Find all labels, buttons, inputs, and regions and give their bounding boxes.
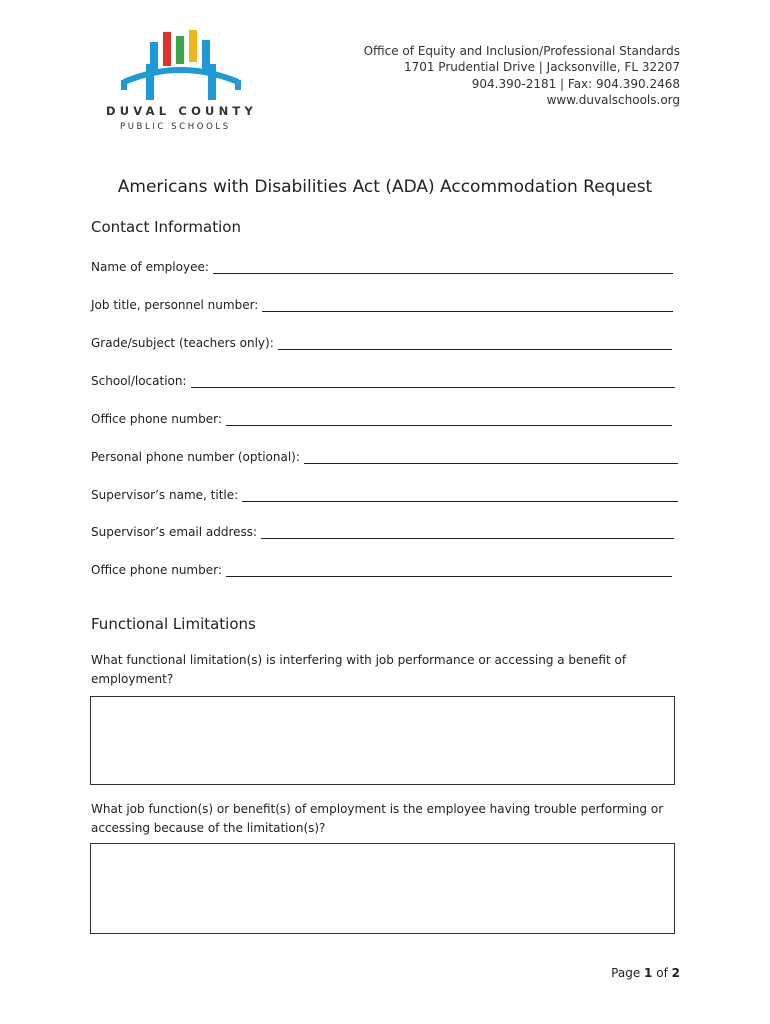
personal-phone-field[interactable] bbox=[91, 444, 678, 464]
field-label: Name of employee: bbox=[91, 260, 209, 274]
supervisor-name-input-line[interactable] bbox=[242, 486, 678, 502]
job-title-field[interactable] bbox=[91, 292, 673, 312]
supervisor-email-field[interactable] bbox=[91, 519, 674, 539]
logo-text-public-schools: PUBLIC SCHOOLS bbox=[120, 122, 231, 132]
logo-bar-green bbox=[176, 36, 184, 64]
employee-name-input-line[interactable] bbox=[213, 258, 673, 274]
field-label: Office phone number: bbox=[91, 412, 222, 426]
field-label: Personal phone number (optional): bbox=[91, 450, 300, 464]
logo-bar-red bbox=[163, 32, 171, 66]
logo-bridge-pillar-left bbox=[146, 64, 154, 100]
employee-name-field[interactable] bbox=[91, 254, 673, 274]
page-word: Page bbox=[611, 966, 641, 980]
office-phone-field[interactable] bbox=[91, 406, 672, 426]
field-label: Office phone number: bbox=[91, 563, 222, 577]
logo-bar-yellow bbox=[189, 30, 197, 62]
field-label: Supervisor’s email address: bbox=[91, 525, 258, 539]
grade-subject-input-line[interactable] bbox=[278, 334, 672, 350]
office-street: 1701 Prudential Drive | Jacksonville, FL 32207 bbox=[403, 60, 680, 75]
logo-bridge-base bbox=[124, 80, 238, 90]
job-function-question: What job function(s) or benefit(s) of employment is the employee having trouble performing or accessing because of the limitation(s)? bbox=[91, 802, 664, 835]
grade-subject-field[interactable] bbox=[91, 330, 672, 350]
page-total: 2 bbox=[671, 966, 680, 980]
field-label: Job title, personnel number: bbox=[91, 298, 259, 312]
job-title-input-line[interactable] bbox=[262, 296, 673, 312]
field-label: School/location: bbox=[91, 374, 187, 388]
of-word: of bbox=[656, 966, 668, 980]
functional-limitations-heading: Functional Limitations bbox=[91, 615, 256, 633]
office-website: www.duvalschools.org bbox=[546, 92, 680, 107]
office-phone-field-2[interactable] bbox=[91, 557, 672, 577]
office-phone-input-line[interactable] bbox=[226, 410, 672, 426]
limitation-question: What functional limitation(s) is interfering with job performance or accessing a benefit of employment? bbox=[91, 653, 627, 686]
logo-bridge-arc bbox=[124, 70, 238, 82]
field-label: Grade/subject (teachers only): bbox=[91, 336, 274, 350]
supervisor-name-field[interactable] bbox=[91, 482, 678, 502]
logo-bridge-pillar-right bbox=[208, 64, 216, 100]
personal-phone-input-line[interactable] bbox=[304, 448, 678, 464]
field-label: Supervisor’s name, title: bbox=[91, 488, 239, 502]
office-phone-fax: 904.390-2181 | Fax: 904.390.2468 bbox=[471, 76, 680, 91]
page-current: 1 bbox=[644, 966, 653, 980]
form-title: Americans with Disabilities Act (ADA) Accommodation Request bbox=[117, 177, 653, 197]
office-name: Office of Equity and Inclusion/Professional Standards bbox=[363, 44, 680, 58]
supervisor-email-input-line[interactable] bbox=[261, 523, 674, 539]
limitation-answer-box[interactable] bbox=[90, 696, 675, 785]
office-address-block bbox=[364, 43, 680, 108]
school-location-field[interactable] bbox=[91, 368, 675, 388]
school-location-input-line[interactable] bbox=[191, 372, 675, 388]
contact-information-heading: Contact Information bbox=[91, 218, 241, 236]
page-number bbox=[611, 966, 680, 980]
logo-text-duval: DUVAL COUNTY bbox=[106, 104, 257, 118]
job-function-answer-box[interactable] bbox=[90, 843, 675, 934]
office-phone-2-input-line[interactable] bbox=[226, 561, 672, 577]
